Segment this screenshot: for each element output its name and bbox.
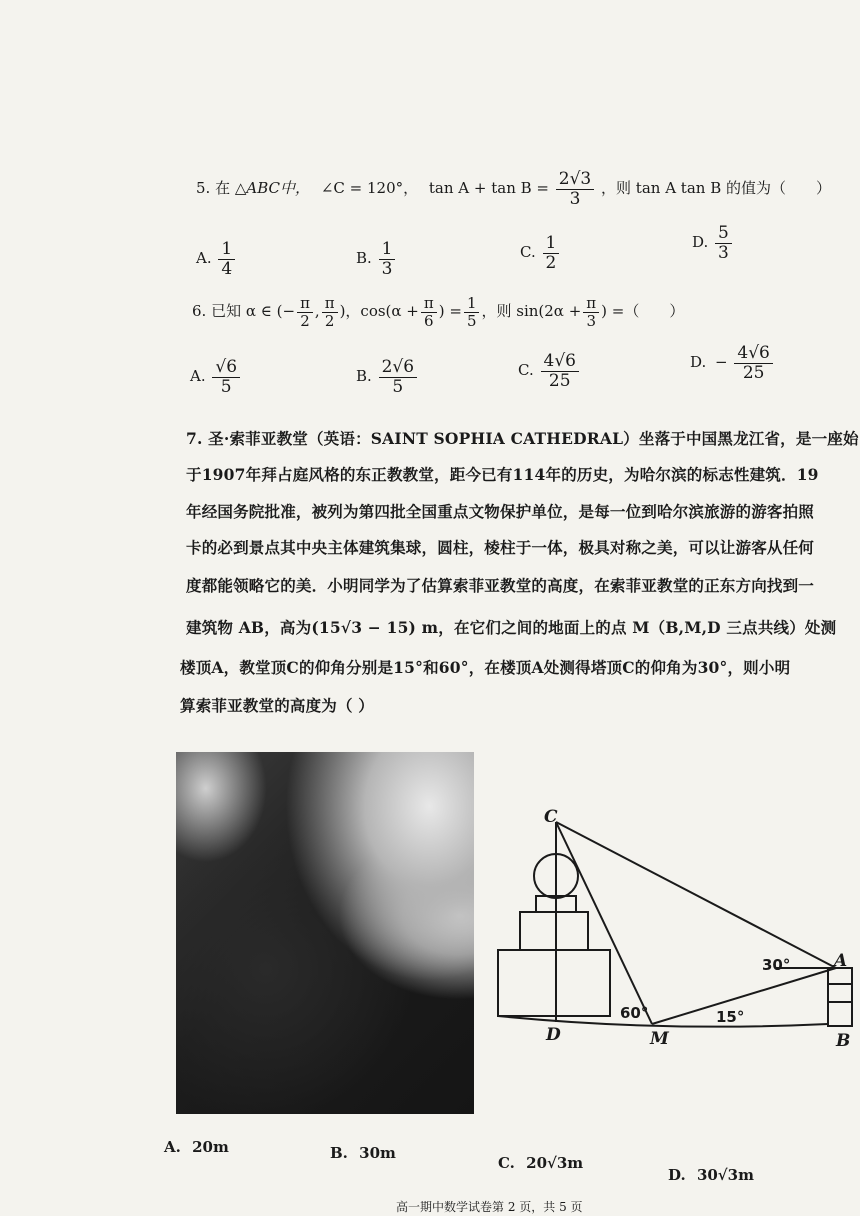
q5-option-b[interactable]: B. $\frac{1}{3}$: [356, 240, 397, 278]
angle-15: 15°: [716, 1008, 745, 1026]
label-b: B: [836, 1031, 851, 1051]
angle-60: 60°: [620, 1004, 649, 1022]
q7-option-a[interactable]: A. 20m: [164, 1138, 229, 1156]
q7-option-b[interactable]: B. 30m: [330, 1144, 396, 1162]
q7-line-6: 建筑物 AB，高为(15√3 − 15) m，在它们之间的地面上的点 M（B,M,D 三点共线）处测: [186, 618, 837, 637]
q7-option-c[interactable]: C. 20√3m: [498, 1154, 584, 1172]
label-m: M: [650, 1029, 669, 1049]
q7-line-7: 楼顶A，教堂顶C的仰角分别是15°和60°，在楼顶A处测得塔顶C的仰角为30°，则小明: [180, 658, 791, 677]
question-number: 5.: [196, 179, 211, 198]
q5-option-d[interactable]: D. $\frac{5}{3}$: [692, 224, 734, 262]
q7-line-5: 度都能领略它的美．小明同学为了估算索菲亚教堂的高度，在索菲亚教堂的正东方向找到一: [186, 576, 815, 595]
fraction: $\frac{2√3}{3}$: [556, 170, 594, 208]
q6-option-b[interactable]: B. $\frac{2√6}{5}$: [356, 358, 419, 396]
label-d: D: [546, 1025, 561, 1045]
question-6: 6. 已知 α ∈ (− $\frac{\pi}{2}$ , $\frac{\pi}{2}$ )，cos(α + $\frac{\pi}{6}$ ) = $\frac{1}{5}$ ，则 sin(2α + $\frac{\pi}{3}$ ) =（ ）: [192, 294, 685, 330]
q7-line-4: 卡的必到景点其中央主体建筑集球，圆柱，棱柱于一体，极具对称之美，可以让游客从任何: [186, 538, 815, 557]
q7-line-8: 算索菲亚教堂的高度为（ ）: [180, 696, 374, 715]
q7-line-1: 7. 圣·索菲亚教堂（英语：SAINT SOPHIA CATHEDRAL）坐落于中国黑龙江省，是一座始: [186, 429, 859, 448]
q6-option-d[interactable]: D. − $\frac{4√6}{25}$: [690, 344, 775, 382]
q7-line-2: 于1907年拜占庭风格的东正教教堂，距今已有114年的历史，为哈尔滨的标志性建筑．19: [186, 465, 819, 484]
q7-line-3: 年经国务院批准，被列为第四批全国重点文物保护单位，是每一位到哈尔滨旅游的游客拍照: [186, 502, 815, 521]
angle-30: 30°: [762, 956, 791, 974]
q7-option-d[interactable]: D. 30√3m: [668, 1166, 754, 1184]
cathedral-photo: [176, 752, 474, 1114]
geometry-diagram: [490, 800, 860, 1060]
q6-option-c[interactable]: C. $\frac{4√6}{25}$: [518, 352, 581, 390]
q6-option-a[interactable]: A. $\frac{√6}{5}$: [190, 358, 242, 396]
q5-option-c[interactable]: C. $\frac{1}{2}$: [520, 234, 561, 272]
label-c: C: [544, 807, 558, 827]
q5-option-a[interactable]: A. $\frac{1}{4}$: [196, 240, 237, 278]
question-5: 5. 在 △ABC中， ∠C = 120°， tan A + tan B = $\frac{2√3}{3}$ ，则 tan A tan B 的值为（ ）: [196, 169, 831, 209]
label-a: A: [834, 951, 848, 971]
page-footer: 高一期中数学试卷第 2 页，共 5 页: [396, 1200, 583, 1214]
